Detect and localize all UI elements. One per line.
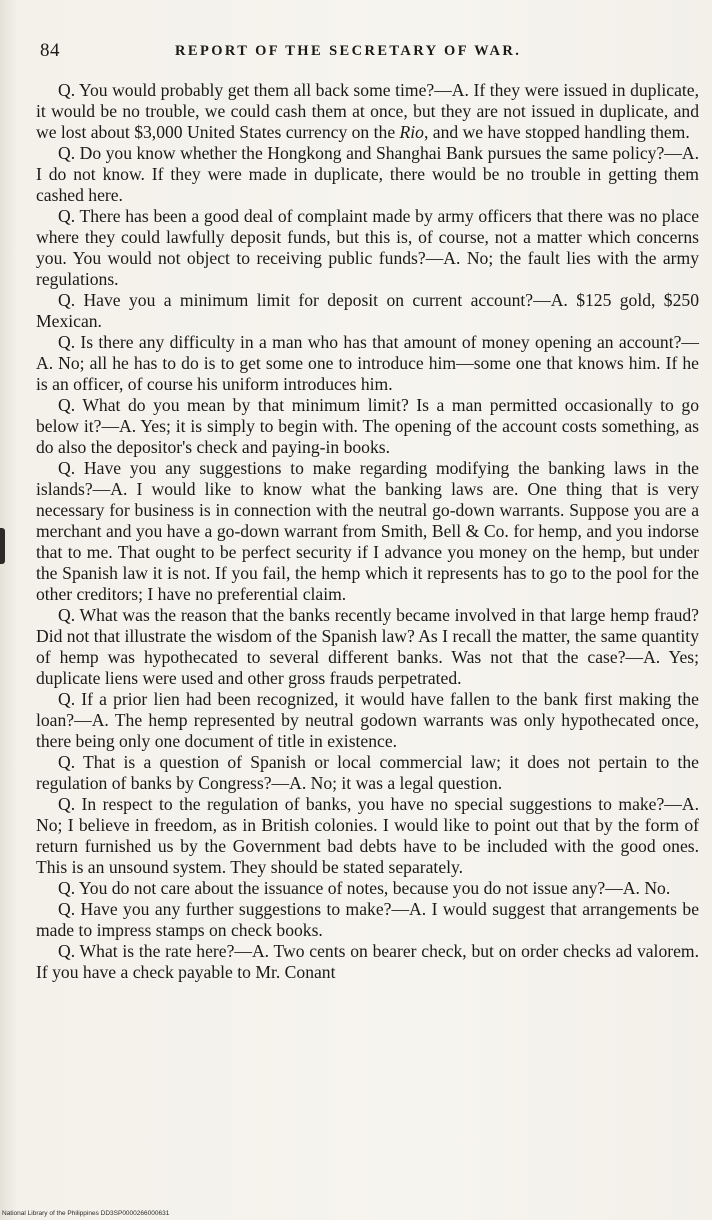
- qa-paragraph: Q. You would probably get them all back some time?—A. If they were issued in duplicate, it would be no trouble, we could cash them at once, but they are not issued in duplicate, and we lost about $3,000 United States currency on the Rio, and we have stopped handling them.: [36, 80, 699, 142]
- running-header: [40, 40, 696, 66]
- binding-mark: [0, 528, 5, 564]
- qa-paragraph: Q. That is a question of Spanish or local commercial law; it does not pertain to the regulation of banks by Congress?—A. No; it was a legal question.: [36, 752, 699, 793]
- page-header-title: REPORT OF THE SECRETARY OF WAR.: [175, 43, 522, 59]
- qa-paragraph: Q. Have you any suggestions to make regarding modifying the banking laws in the islands?—A. I would like to know what the banking laws are. One thing that is very necessary for business is in connection with the neutral go-down warrants. Suppose you are a merchant and you have a go-down warrant from Smith, Bell & Co. for hemp, and you indorse that to me. That ought to be perfect security if I advance you money on the hemp, but under the Spanish law it is not. If you fail, the hemp which it represents has to go to the pool for the other creditors; I have no preferential claim.: [36, 458, 699, 604]
- qa-paragraph: Q. Have you a minimum limit for deposit on current account?—A. $125 gold, $250 Mexican.: [36, 290, 699, 331]
- page-number: 84: [40, 40, 60, 61]
- qa-paragraph: Q. Is there any difficulty in a man who has that amount of money opening an account?—A. No; all he has to do is to get some one to introduce him—some one that knows him. If he is an officer, of course his uniform introduces him.: [36, 332, 699, 394]
- qa-paragraph: Q. What do you mean by that minimum limit? Is a man permitted occasionally to go below it?—A. Yes; it is simply to begin with. The opening of the account costs something, as do also the depositor's check and paying-in books.: [36, 395, 699, 457]
- qa-paragraph: Q. You do not care about the issuance of notes, because you do not issue any?—A. No.: [58, 878, 671, 898]
- document-body: [36, 80, 699, 983]
- qa-paragraph: Q. Have you any further suggestions to make?—A. I would suggest that arrangements be made to impress stamps on check books.: [36, 899, 699, 940]
- qa-paragraph: Q. What is the rate here?—A. Two cents on bearer check, but on order checks ad valorem. If you have a check payable to Mr. Conant: [36, 941, 699, 982]
- qa-paragraph: Q. There has been a good deal of complaint made by army officers that there was no place where they could lawfully deposit funds, but this is, of course, not a matter which concerns you. You would not object to receiving public funds?—A. No; the fault lies with the army regulations.: [36, 206, 699, 289]
- qa-paragraph: Q. If a prior lien had been recognized, it would have fallen to the bank first making the loan?—A. The hemp represented by neutral godown warrants was only hypothecated once, there being only one document of title in existence.: [36, 689, 699, 751]
- qa-paragraph: Q. In respect to the regulation of banks, you have no special suggestions to make?—A. No; I believe in freedom, as in British colonies. I would like to point out that by the form of return furnished us by the Government bad debts have to be included with the good ones. This is an unsound system. They should be stated separately.: [36, 794, 699, 877]
- qa-paragraph: Q. Do you know whether the Hongkong and Shanghai Bank pursues the same policy?—A. I do not know. If they were made in duplicate, there would be no trouble in getting them cashed here.: [36, 143, 699, 205]
- library-footer: National Library of the Philippines DD3SP0000266000631: [2, 1210, 170, 1217]
- qa-paragraph: Q. What was the reason that the banks recently became involved in that large hemp fraud? Did not that illustrate the wisdom of the Spanish law? As I recall the matter, the same quantity of hemp was hypothecated to several different banks. Was not that the case?—A. Yes; duplicate liens were used and other gross frauds perpetrated.: [36, 605, 699, 688]
